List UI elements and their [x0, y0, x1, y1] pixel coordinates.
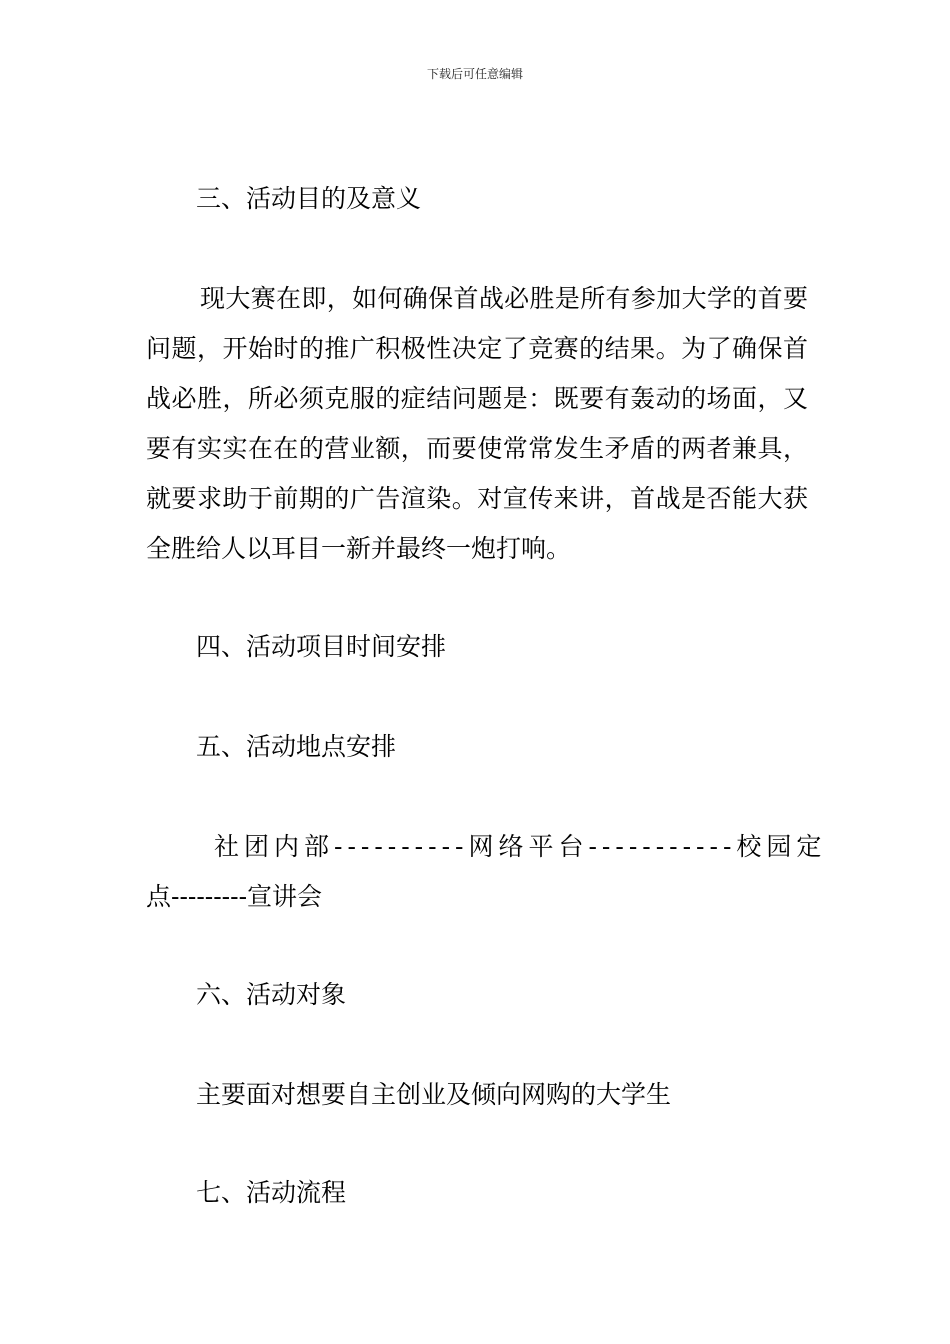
page-header: 下载后可任意编辑	[426, 67, 523, 81]
section-heading-audience: 六、活动对象	[196, 980, 347, 1009]
section-heading-location: 五、活动地点安排	[196, 732, 397, 761]
location-line-1: 社团内部----------网络平台-----------校园定	[214, 832, 827, 861]
section-heading-process: 七、活动流程	[196, 1178, 347, 1207]
location-line-2: 点---------宣讲会	[146, 882, 323, 911]
location-list	[146, 822, 827, 922]
purpose-paragraph: 现大赛在即，如何确保首战必胜是所有参加大学的首要问题，开始时的推广积极性决定了竞赛的结果。为了确保首战必胜，所必须克服的症结问题是：既要有轰动的场面，又要有实实在在的营业额，而要使常常发生矛盾的两者兼具，就要求助于前期的广告渲染。对宣传来讲，首战是否能大获全胜给人以耳目一新并最终一炮打响。	[146, 284, 808, 563]
audience-text: 主要面对想要自主创业及倾向网购的大学生	[196, 1080, 672, 1109]
section-heading-purpose: 三、活动目的及意义	[196, 184, 422, 213]
section-heading-schedule: 四、活动项目时间安排	[196, 632, 447, 661]
